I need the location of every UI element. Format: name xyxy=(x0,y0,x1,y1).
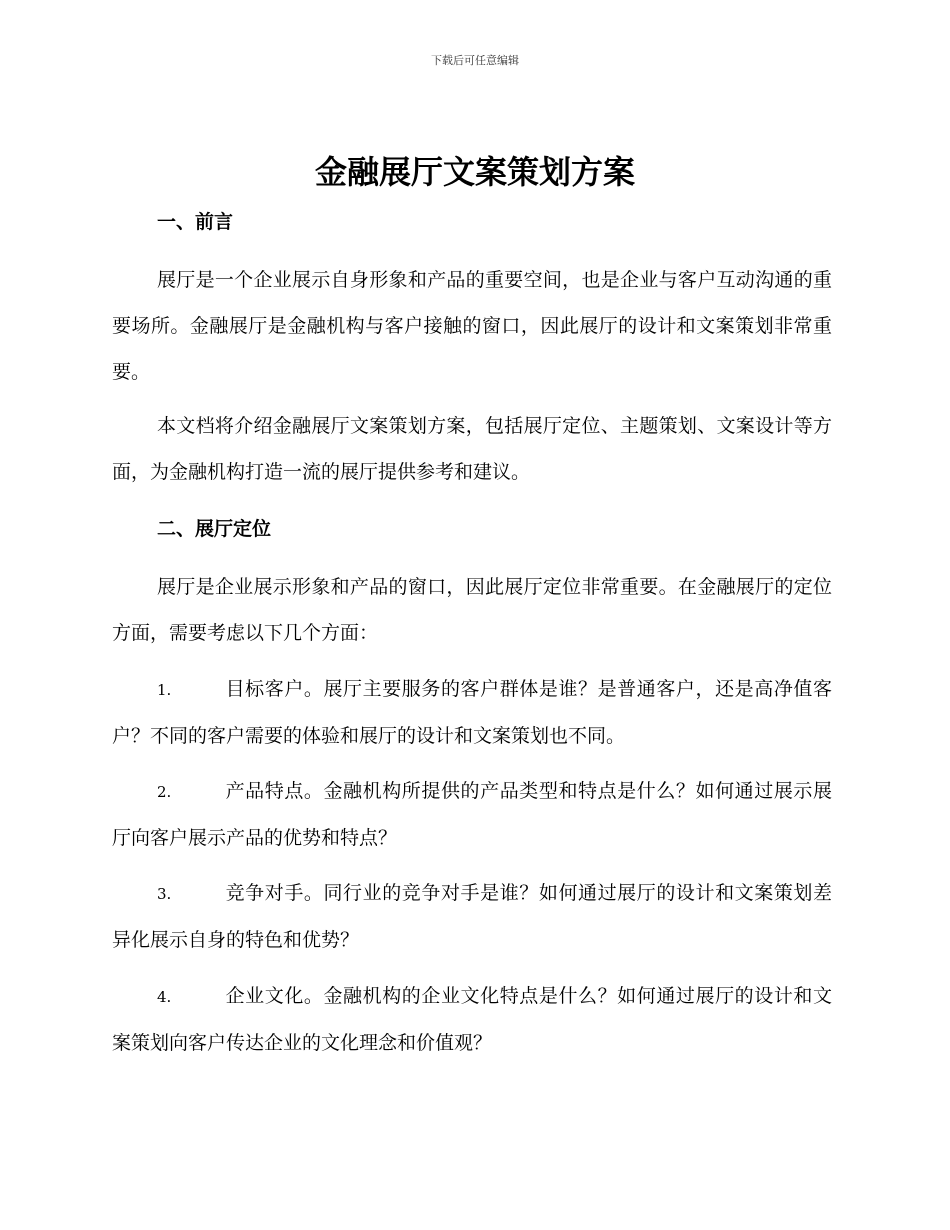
header-note: 下载后可任意编辑 xyxy=(431,54,519,67)
list-item-number: 1. xyxy=(157,681,172,699)
paragraph-preface-1: 展厅是一个企业展示自身形象和产品的重要空间，也是企业与客户互动沟通的重要场所。金融展厅是金融机构与客户接触的窗口，因此展厅的设计和文案策划非常重要。 xyxy=(112,269,832,383)
list-item-text: 产品特点。金融机构所提供的产品类型和特点是什么？如何通过展示展厅向客户展示产品的优势和特点？ xyxy=(112,780,832,849)
list-item-text: 目标客户。展厅主要服务的客户群体是谁？是普通客户，还是高净值客户？不同的客户需要的体验和展厅的设计和文案策划也不同。 xyxy=(112,678,832,747)
list-item-text: 企业文化。金融机构的企业文化特点是什么？如何通过展厅的设计和文案策划向客户传达企业的文化理念和价值观？ xyxy=(112,985,832,1054)
section-heading-positioning: 二、展厅定位 xyxy=(157,518,272,540)
section-heading-preface: 一、前言 xyxy=(157,211,234,233)
list-item-number: 4. xyxy=(157,988,172,1006)
list-item-number: 2. xyxy=(157,783,172,801)
document-title: 金融展厅文案策划方案 xyxy=(314,153,635,191)
list-item-text: 竞争对手。同行业的竞争对手是谁？如何通过展厅的设计和文案策划差异化展示自身的特色和优势？ xyxy=(112,882,832,951)
paragraph-positioning-1: 展厅是企业展示形象和产品的窗口，因此展厅定位非常重要。在金融展厅的定位方面，需要考虑以下几个方面： xyxy=(112,576,832,644)
list-item xyxy=(112,768,832,861)
list-item xyxy=(112,666,832,759)
list-item-number: 3. xyxy=(157,885,172,903)
list-item xyxy=(112,870,832,963)
list-item xyxy=(112,973,832,1066)
paragraph-preface-2: 本文档将介绍金融展厅文案策划方案，包括展厅定位、主题策划、文案设计等方面，为金融机构打造一流的展厅提供参考和建议。 xyxy=(112,415,832,483)
